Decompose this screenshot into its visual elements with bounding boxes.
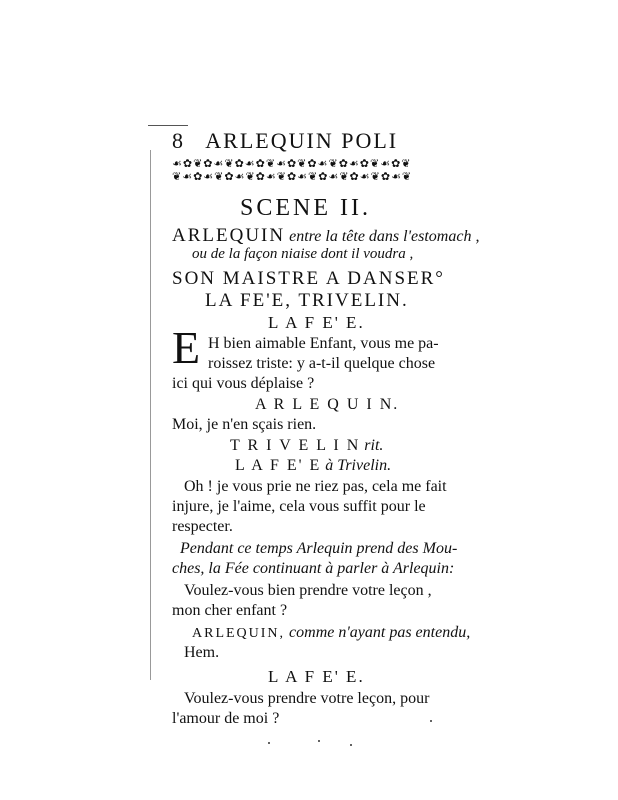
- top-rule: [148, 125, 188, 126]
- speaker-name: T R I V E L I N: [230, 437, 361, 454]
- speaker-arlequin-direction: [192, 624, 470, 642]
- fleuron-ornament: [172, 158, 437, 184]
- drop-cap: E: [172, 322, 201, 373]
- gutter-rule: [150, 150, 151, 680]
- speaker-direction: à Trivelin.: [321, 457, 392, 474]
- scene-title: SCENE II.: [240, 195, 371, 221]
- running-title: ARLEQUIN POLI: [205, 128, 399, 153]
- speaker-direction: comme n'ayant pas entendu,: [285, 624, 471, 641]
- speaker-name: L A F E' E: [235, 457, 322, 474]
- ornament-row-1: ☙✿❦✿☙❦✿☙✿❦☙✿❦✿☙❦✿☙✿❦☙✿❦: [172, 158, 412, 170]
- ink-speck: [268, 742, 270, 744]
- text-line: Voulez-vous bien prendre votre leçon ,: [184, 582, 432, 599]
- ink-speck: [318, 740, 320, 742]
- text-line: mon cher enfant ?: [172, 602, 288, 619]
- text-line: Oh ! je vous prie ne riez pas, cela me fait: [184, 478, 447, 495]
- speaker-la-fee: L A F E' E.: [268, 313, 365, 332]
- direction-text: entre la tête dans l'estomach ,: [285, 228, 480, 245]
- text-line: ici qui vous déplaise ?: [172, 375, 315, 392]
- text-line: Moi, je n'en sçais rien.: [172, 416, 317, 433]
- speaker-la-fee: L A F E' E.: [268, 667, 365, 686]
- text-line: injure, je l'aime, cela vous suffit pour le: [172, 498, 426, 515]
- character-name: ARLEQUIN: [172, 225, 286, 246]
- speaker-name: ARLEQUIN,: [192, 626, 286, 641]
- running-header: [172, 128, 398, 154]
- cast-line-2: LA FE'E, TRIVELIN.: [205, 290, 409, 311]
- text-line: roissez triste: y a-t-il quelque chose: [208, 355, 436, 372]
- stage-direction-line-2: ou de la façon niaise dont il voudra ,: [192, 246, 414, 262]
- ink-speck: [350, 744, 352, 746]
- stage-direction: ches, la Fée continuant à parler à Arlequin:: [172, 560, 455, 577]
- speaker-arlequin: A R L E Q U I N.: [255, 396, 400, 413]
- ink-speck: [430, 720, 432, 722]
- cast-line-1: SON MAISTRE A DANSER°: [172, 268, 445, 289]
- text-line: Hem.: [184, 644, 220, 661]
- page-number: 8: [172, 128, 185, 153]
- text-line: l'amour de moi ?: [172, 710, 280, 727]
- text-line: respecter.: [172, 518, 233, 535]
- stage-direction-line-1: [172, 225, 479, 247]
- stage-direction: Pendant ce temps Arlequin prend des Mou-: [180, 540, 458, 557]
- speaker-direction: rit.: [360, 437, 384, 454]
- ornament-row-2: ❦☙✿☙❦✿☙❦✿☙❦✿☙❦✿☙❦✿☙❦✿☙❦: [172, 171, 413, 183]
- text-line: Voulez-vous prendre votre leçon, pour: [184, 690, 430, 707]
- speaker-la-fee-a-trivelin: [235, 457, 391, 475]
- text-line: H bien aimable Enfant, vous me pa-: [208, 335, 439, 352]
- speaker-trivelin: [230, 437, 383, 455]
